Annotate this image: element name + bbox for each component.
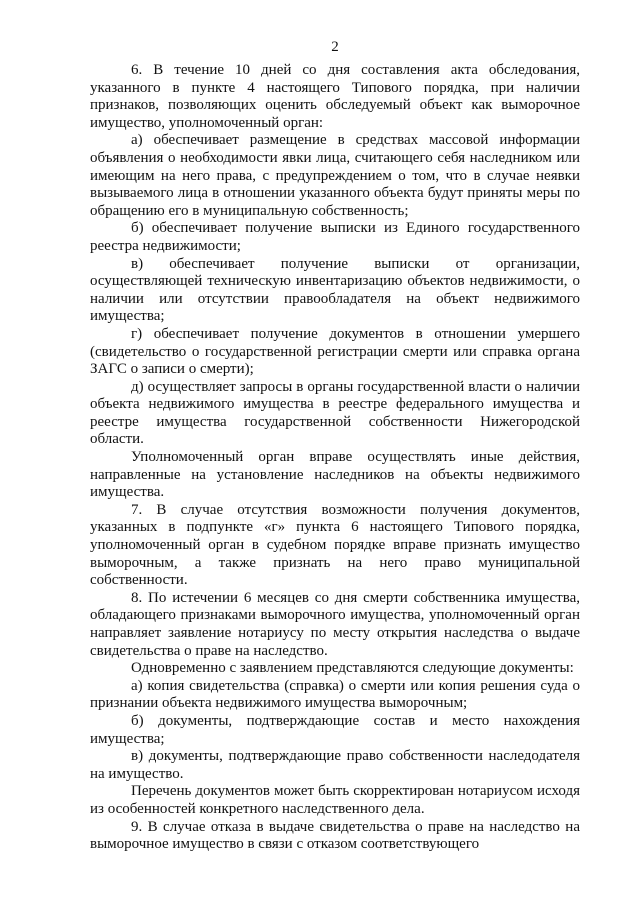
- paragraph-doc-v: в) документы, подтверждающие право собственности наследодателя на имущество.: [90, 748, 580, 782]
- paragraph-subitem-g: г) обеспечивает получение документов в отношении умершего (свидетельство о государственной регистрации смерти или справка органа ЗАГС о записи о смерти);: [90, 325, 580, 378]
- paragraph-subitem-v: в) обеспечивает получение выписки от организации, осуществляющей техническую инвентаризацию объектов недвижимости, о наличии или отсутствии правообладателя на объект недвижимого имущества;: [90, 255, 580, 325]
- paragraph-list-note: Перечень документов может быть скорректирован нотариусом исходя из особенностей конкретного наследственного дела.: [90, 783, 580, 817]
- paragraph-documents-intro: Одновременно с заявлением представляются следующие документы:: [131, 660, 574, 677]
- paragraph-doc-b: б) документы, подтверждающие состав и место нахождения имущества;: [90, 712, 580, 747]
- paragraph-doc-a: а) копия свидетельства (справка) о смерти или копия решения суда о признании объекта недвижимого имущества выморочным;: [90, 677, 580, 712]
- paragraph-item-7: 7. В случае отсутствия возможности получения документов, указанных в подпункте «г» пункта 6 настоящего Типового порядка, уполномоченный орган в судебном порядке вправе признать имущество выморочным, а также признать на него право муниципальной собственности.: [90, 501, 580, 589]
- paragraph-subitem-d: д) осуществляет запросы в органы государственной власти о наличии объекта недвижимого имущества в реестре федерального имущества и реестре имущества государственной собственности Нижегородской области.: [90, 378, 580, 448]
- paragraph-item-6: 6. В течение 10 дней со дня составления акта обследования, указанного в пункте 4 настоящего Типового порядка, при наличии признаков, позволяющих оценить обследуемый объект как выморочное имущество, уполномоченный орган:: [90, 62, 580, 131]
- paragraph-item-9: 9. В случае отказа в выдаче свидетельства о праве на наследство на выморочное имущество в связи с отказом соответствующего: [90, 818, 580, 853]
- paragraph-subitem-b: б) обеспечивает получение выписки из Единого государственного реестра недвижимости;: [90, 220, 580, 254]
- page-number: 2: [331, 39, 339, 55]
- paragraph-item-8: 8. По истечении 6 месяцев со дня смерти собственника имущества, обладающего признаками выморочного имущества, уполномоченный орган направляет заявление нотариусу по месту открытия наследства о выдаче свидетельства о праве на наследство.: [90, 589, 580, 659]
- paragraph-subitem-a: а) обеспечивает размещение в средствах массовой информации объявления о необходимости явки лица, считающего себя наследником или имеющим на него права, с предупреждением о том, что в случае неявки вызываемого лица в отношении указанного объекта будут приняты меры по обращению его в муниципальную собственность;: [90, 132, 580, 219]
- document-page: [90, 38, 580, 854]
- paragraph-authority-actions: Уполномоченный орган вправе осуществлять иные действия, направленные на установление наследников на объекты недвижимого имущества.: [90, 449, 580, 501]
